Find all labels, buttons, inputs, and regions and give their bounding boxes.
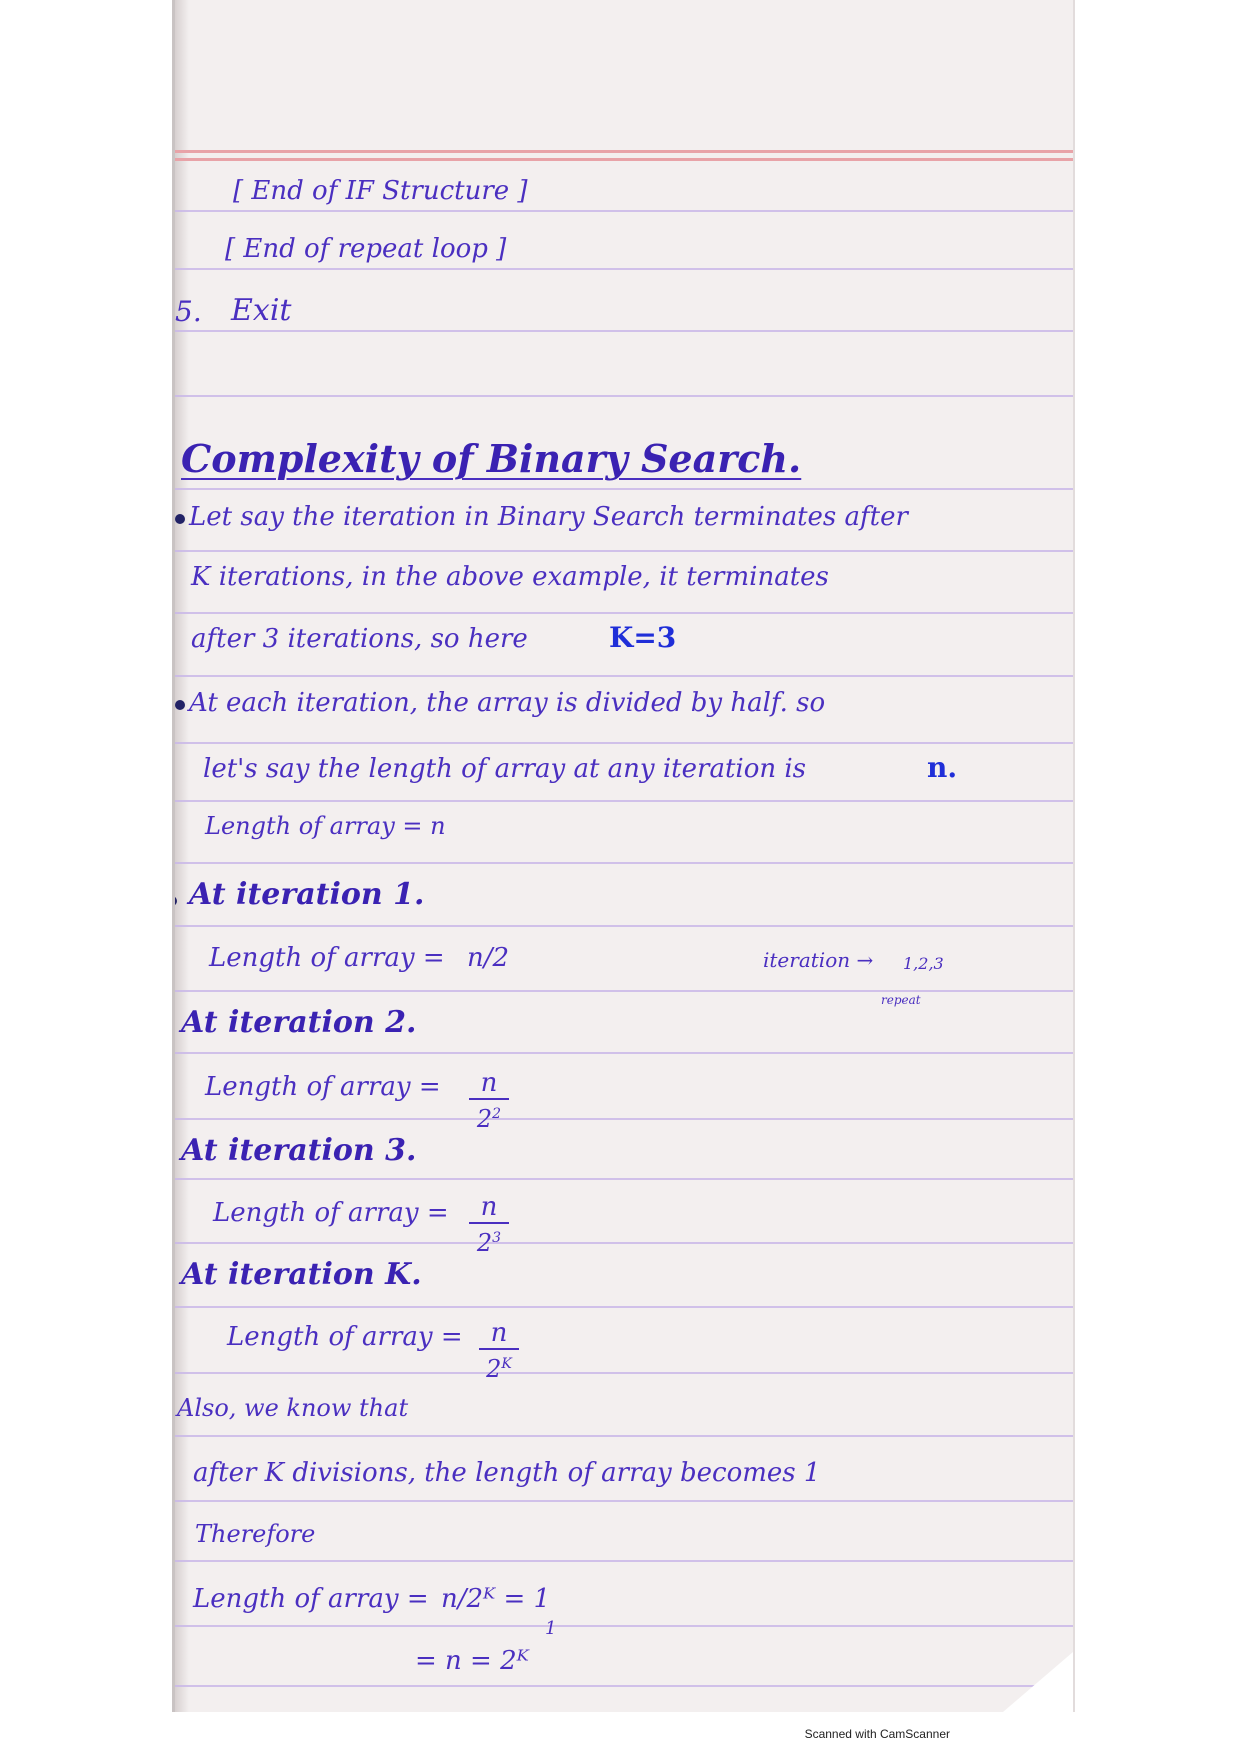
ruled-line (175, 1685, 1073, 1687)
step-number: 5. (175, 295, 202, 328)
ruled-line (175, 990, 1073, 992)
denominator-exponent: 3 (492, 1230, 502, 1246)
ruled-line (175, 210, 1073, 212)
p1-line2: K iterations, in the above example, it terminates (191, 562, 829, 592)
step-exit: Exit (231, 293, 292, 328)
fraction-denominator (469, 1102, 509, 1131)
margin-line (175, 158, 1073, 161)
therefore-line: Therefore (195, 1520, 316, 1548)
also-line: Also, we know that (177, 1394, 409, 1422)
ruled-line (175, 1242, 1073, 1244)
iteration-2-lhs: Length of array = (205, 1072, 441, 1102)
ruled-line (175, 862, 1073, 864)
side-note-value: 1,2,3 (903, 954, 944, 973)
ruled-line (175, 1625, 1073, 1627)
fraction-bar (469, 1222, 509, 1224)
final-rhs: n/2ᴷ = 1 (441, 1584, 551, 1614)
after-k-line: after K divisions, the length of array becomes 1 (193, 1458, 821, 1488)
iteration-k-lhs: Length of array = (227, 1322, 463, 1352)
ruled-line (175, 1435, 1073, 1437)
iteration-k-fraction (479, 1320, 519, 1381)
ruled-line (175, 395, 1073, 397)
ruled-line (175, 330, 1073, 332)
ruled-line (175, 612, 1073, 614)
end-repeat-line: [ End of repeat loop ] (225, 234, 507, 264)
margin-line (175, 150, 1073, 153)
side-note-sub: repeat (881, 993, 921, 1007)
denominator-base: 2 (476, 1105, 493, 1133)
k-value: K=3 (609, 621, 677, 654)
bullet-point (175, 514, 185, 524)
ruled-line (175, 800, 1073, 802)
fraction-denominator (469, 1226, 509, 1255)
iteration-1-rhs: n/2 (467, 943, 510, 973)
ruled-line (175, 1500, 1073, 1502)
iteration-3-heading: At iteration 3. (181, 1133, 417, 1168)
ruled-line (175, 925, 1073, 927)
page-corner-fold (1003, 1652, 1073, 1712)
ruled-line (175, 1118, 1073, 1120)
length-eq-n: Length of array = n (205, 812, 446, 840)
section-heading: Complexity of Binary Search. (181, 436, 802, 481)
p2-line2: let's say the length of array at any iteration is (203, 754, 807, 784)
iteration-1-lhs: Length of array = (209, 943, 445, 973)
iteration-2-fraction (469, 1070, 509, 1131)
iteration-k-heading: At iteration K. (181, 1257, 422, 1292)
final-result: = n = 2ᴷ (415, 1646, 529, 1676)
ruled-line (175, 675, 1073, 677)
ruled-line (175, 1372, 1073, 1374)
fraction-numerator: n (490, 1318, 508, 1348)
end-if-line: [ End of IF Structure ] (233, 176, 528, 206)
fraction-bar (469, 1098, 509, 1100)
ruled-line (175, 488, 1073, 490)
p1-line1: Let say the iteration in Binary Search terminates after (189, 502, 908, 532)
page-binding-shadow (175, 0, 189, 1712)
denominator-exponent: K (501, 1356, 512, 1372)
p1-line3: after 3 iterations, so here (191, 624, 528, 654)
final-one: 1 (545, 1618, 557, 1639)
iteration-1-heading: At iteration 1. (189, 877, 425, 912)
side-note: iteration → (763, 948, 874, 972)
final-lhs: Length of array = (193, 1584, 429, 1614)
denominator-base: 2 (486, 1355, 502, 1383)
ruled-line (175, 268, 1073, 270)
ruled-line (175, 1052, 1073, 1054)
iteration-2-heading: At iteration 2. (181, 1005, 417, 1040)
ruled-line (175, 1178, 1073, 1180)
p2-line1: At each iteration, the array is divided by half. so (189, 688, 826, 718)
denominator-exponent: 2 (492, 1106, 502, 1122)
notebook-page (172, 0, 1075, 1712)
fraction-bar (479, 1348, 519, 1350)
iteration-3-fraction (469, 1194, 509, 1255)
ruled-line (175, 742, 1073, 744)
ruled-line (175, 550, 1073, 552)
denominator-base: 2 (476, 1229, 493, 1257)
ruled-line (175, 1560, 1073, 1562)
n-symbol: n. (927, 751, 958, 784)
scanner-footer: Scanned with CamScanner (804, 1727, 950, 1741)
fraction-numerator: n (480, 1068, 498, 1098)
bullet-point (175, 700, 185, 710)
iteration-3-lhs: Length of array = (213, 1198, 449, 1228)
fraction-numerator: n (480, 1192, 498, 1222)
fraction-denominator (479, 1352, 519, 1381)
ruled-line (175, 1306, 1073, 1308)
